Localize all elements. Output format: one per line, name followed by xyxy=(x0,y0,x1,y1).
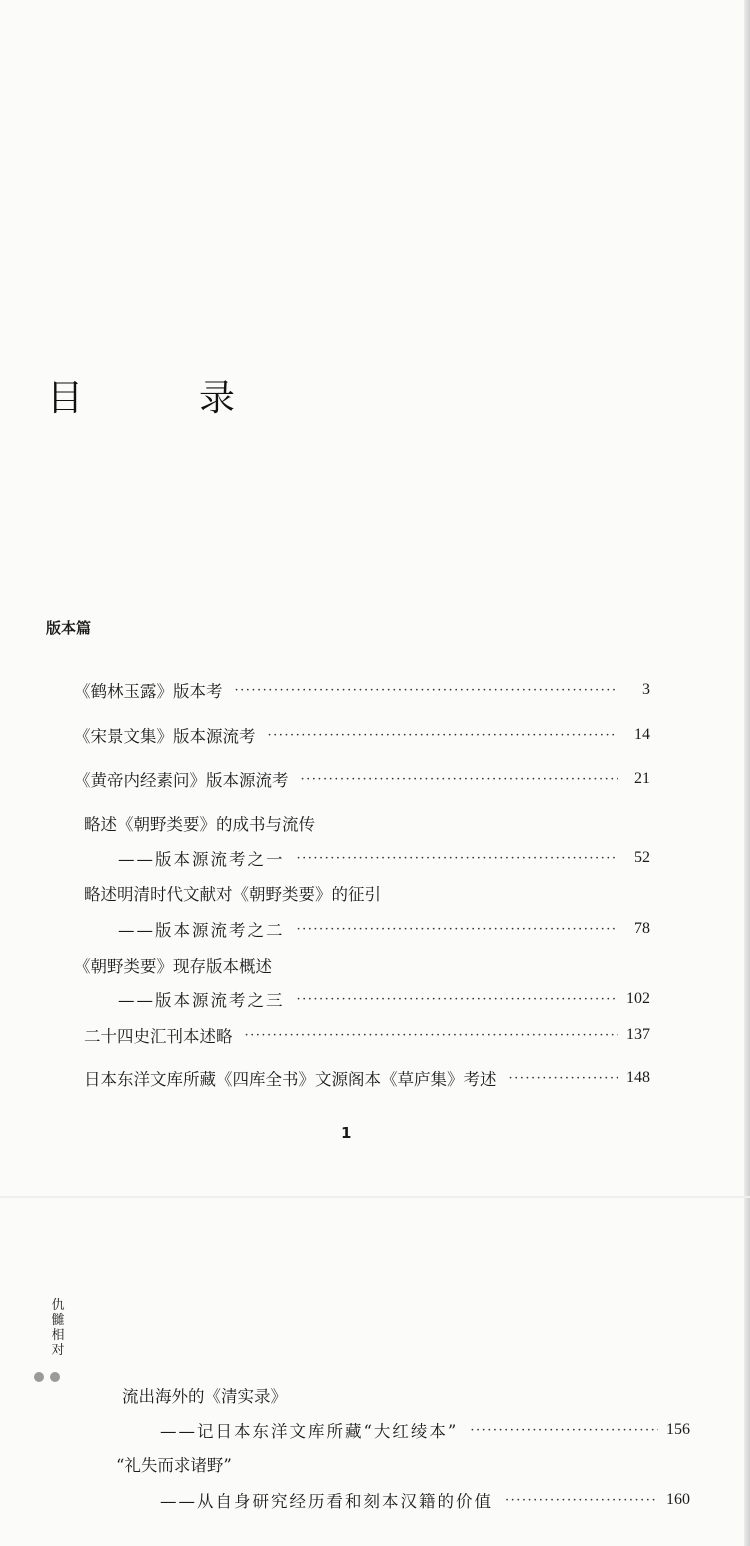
leader-dots xyxy=(509,1071,619,1086)
toc-entry-subtitle: ——记日本东洋文库所藏“大红绫本” xyxy=(160,1422,459,1441)
leader-dots xyxy=(268,728,619,743)
page-number: 1 xyxy=(341,1124,352,1142)
leader-dots xyxy=(245,1028,619,1043)
toc-entry-page: 102 xyxy=(626,990,650,1007)
page-divider xyxy=(0,1196,750,1198)
toc-entry-page: 160 xyxy=(666,1491,690,1508)
running-title-char: 雠 xyxy=(51,1313,65,1328)
toc-entry-title: 《鹤林玉露》版本考 xyxy=(74,682,223,701)
toc-entry[interactable] xyxy=(74,678,650,702)
page-title: 目 录 xyxy=(47,378,276,419)
toc-entry-page: 137 xyxy=(626,1026,650,1043)
running-title-char: 对 xyxy=(51,1343,65,1358)
toc-entry-page: 52 xyxy=(634,849,650,866)
toc-entry-subtitle: ——版本源流考之一 xyxy=(118,850,285,869)
toc-entry-page: 78 xyxy=(634,920,650,937)
leader-dots xyxy=(505,1493,658,1508)
toc-entry[interactable] xyxy=(84,1023,650,1047)
leader-dots xyxy=(297,992,619,1007)
ornament-dot xyxy=(50,1372,60,1382)
toc-entry-subtitle-row[interactable] xyxy=(160,1418,690,1442)
ornament-dots xyxy=(34,1367,66,1386)
toc-entry-title[interactable]: 略述明清时代文献对《朝野类要》的征引 xyxy=(84,885,381,904)
toc-entry-title[interactable]: 《朝野类要》现存版本概述 xyxy=(74,957,272,976)
toc-entry-title: 《宋景文集》版本源流考 xyxy=(74,727,256,746)
leader-dots xyxy=(301,772,619,787)
leader-dots xyxy=(297,922,619,937)
ornament-dot xyxy=(34,1372,44,1382)
toc-entry-title: 《黄帝内经素问》版本源流考 xyxy=(74,771,289,790)
running-title-char: 相 xyxy=(51,1328,65,1343)
toc-entry-title[interactable]: 略述《朝野类要》的成书与流传 xyxy=(84,815,315,834)
leader-dots xyxy=(470,1423,658,1438)
toc-entry-page: 21 xyxy=(634,770,650,787)
toc-entry-subtitle-row[interactable] xyxy=(118,987,650,1011)
toc-entry[interactable] xyxy=(74,723,650,747)
toc-entry-page: 148 xyxy=(626,1069,650,1086)
toc-entry-title: 日本东洋文库所藏《四库全书》文源阁本《草庐集》考述 xyxy=(84,1070,497,1089)
leader-dots xyxy=(235,683,619,698)
toc-entry-subtitle: ——版本源流考之二 xyxy=(118,921,285,940)
toc-entry-title[interactable]: “礼失而求诸野” xyxy=(116,1456,232,1475)
page-edge xyxy=(744,0,750,1546)
toc-entry-subtitle: ——版本源流考之三 xyxy=(118,991,285,1010)
toc-entry-title: 二十四史汇刊本述略 xyxy=(84,1027,233,1046)
toc-entry-subtitle-row[interactable] xyxy=(118,846,650,870)
section-title: 版本篇 xyxy=(46,619,92,637)
toc-entry[interactable] xyxy=(74,767,650,791)
leader-dots xyxy=(297,851,619,866)
toc-entry-title[interactable]: 流出海外的《清实录》 xyxy=(122,1387,287,1406)
toc-entry-subtitle-row[interactable] xyxy=(160,1488,690,1512)
running-title-char: 仇 xyxy=(51,1298,65,1313)
toc-entry-page: 3 xyxy=(642,681,650,698)
toc-entry-page: 156 xyxy=(666,1421,690,1438)
toc-entry-subtitle-row[interactable] xyxy=(118,917,650,941)
toc-entry-page: 14 xyxy=(634,726,650,743)
toc-entry-subtitle: ——从自身研究经历看和刻本汉籍的价值 xyxy=(160,1492,493,1511)
toc-entry[interactable] xyxy=(84,1066,650,1090)
running-title xyxy=(49,1298,67,1358)
